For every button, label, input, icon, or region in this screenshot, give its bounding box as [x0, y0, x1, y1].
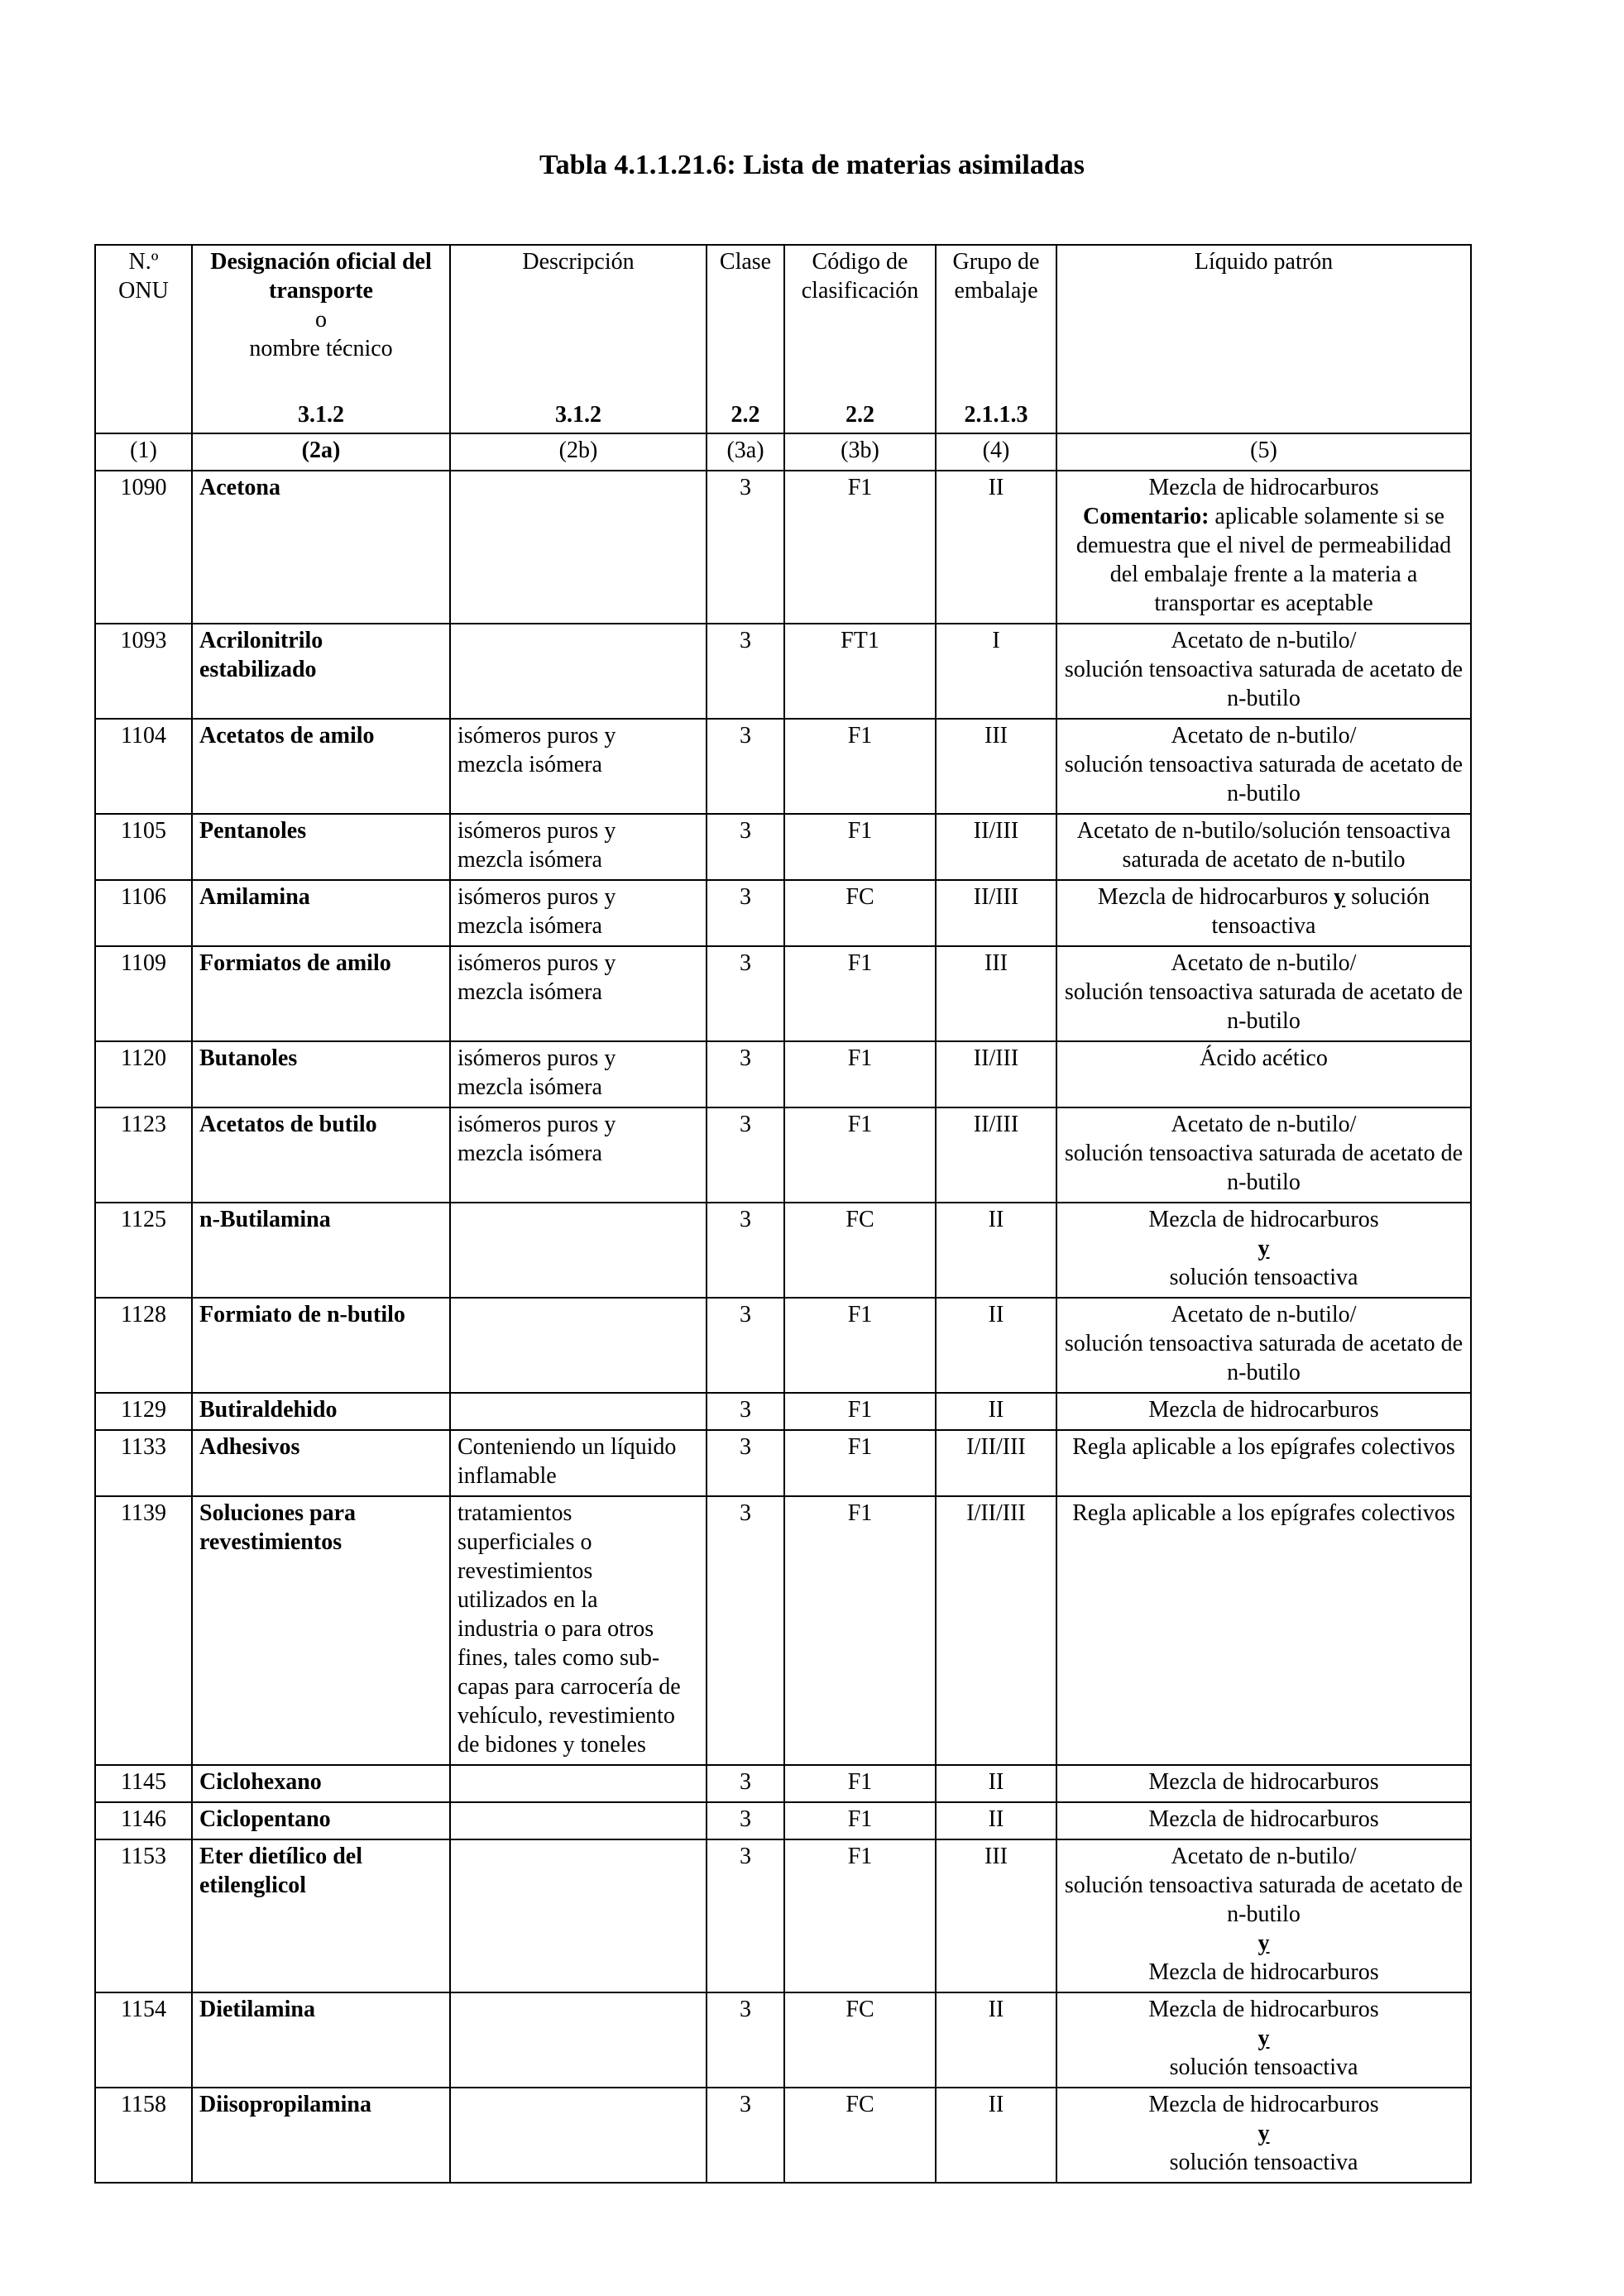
standard-liquid-line: Regla aplicable a los epígrafes colectivos: [1072, 1434, 1455, 1460]
packing-group-cell: II/III: [936, 1107, 1056, 1203]
standard-liquid-cell: [1056, 719, 1471, 814]
designation-line: Formiatos de amilo: [199, 950, 391, 976]
standard-liquid-cell: [1056, 946, 1471, 1041]
classification-code-cell: F1: [784, 1802, 936, 1839]
designation-cell: [192, 880, 450, 946]
classification-code-cell: F1: [784, 946, 936, 1041]
classification-code-cell: FC: [784, 1992, 936, 2088]
class-cell: 3: [707, 1765, 784, 1802]
header-designation: Designación oficial del transporte o nombre técnico 3.1.2: [192, 245, 450, 433]
packing-group-cell: II: [936, 1203, 1056, 1298]
class-cell: 3: [707, 1802, 784, 1839]
designation-cell: [192, 1802, 450, 1839]
conjunction-y: y: [1258, 2121, 1270, 2146]
standard-liquid-cell: [1056, 1765, 1471, 1802]
table-row: [95, 1802, 1471, 1839]
description-cell: [450, 1765, 707, 1802]
header-class: Clase 2.2: [707, 245, 784, 433]
standard-liquid-line: solución tensoactiva: [1169, 1265, 1358, 1290]
un-number-cell: 1129: [95, 1393, 192, 1430]
standard-liquid-cell: [1056, 1802, 1471, 1839]
designation-cell: [192, 1107, 450, 1203]
conjunction-y: y: [1334, 884, 1346, 910]
description-line: tratamientos: [457, 1500, 572, 1526]
standard-liquid-cell: [1056, 624, 1471, 719]
standard-liquid-cell: [1056, 1430, 1471, 1496]
un-number-cell: 1146: [95, 1802, 192, 1839]
column-number-row: [95, 433, 1471, 471]
designation-line: Acetona: [199, 475, 280, 500]
packing-group-cell: III: [936, 946, 1056, 1041]
conjunction-y: y: [1258, 2026, 1270, 2051]
description-cell: [450, 1839, 707, 1992]
packing-group-cell: III: [936, 1839, 1056, 1992]
un-number-cell: 1145: [95, 1765, 192, 1802]
description-cell: [450, 2088, 707, 2183]
table-row: [95, 471, 1471, 624]
designation-line: Butanoles: [199, 1045, 298, 1071]
standard-liquid-cell: [1056, 1203, 1471, 1298]
description-line: revestimientos: [457, 1558, 593, 1584]
description-line: vehículo, revestimiento: [457, 1703, 675, 1729]
standard-liquid-line: Mezcla de hidrocarburos: [1148, 1769, 1379, 1795]
designation-cell: [192, 1203, 450, 1298]
description-line: mezcla isómera: [457, 913, 602, 939]
standard-liquid-line: Acetato de n-butilo/: [1171, 950, 1357, 976]
standard-liquid-line: Mezcla de hidrocarburos y solución tensoactiva: [1097, 884, 1430, 939]
table-row: [95, 1107, 1471, 1203]
un-number-cell: 1139: [95, 1496, 192, 1765]
header-packing-group: Grupo de embalaje 2.1.1.3: [936, 245, 1056, 433]
classification-code-cell: F1: [784, 1107, 936, 1203]
packing-group-cell: II: [936, 1992, 1056, 2088]
packing-group-cell: I/II/III: [936, 1496, 1056, 1765]
description-cell: [450, 1203, 707, 1298]
standard-liquid-cell: [1056, 1393, 1471, 1430]
standard-liquid-line: Mezcla de hidrocarburos: [1148, 1997, 1379, 2022]
standard-liquid-cell: [1056, 1992, 1471, 2088]
standard-liquid-line: [1064, 2119, 1464, 2148]
table-row: [95, 880, 1471, 946]
designation-line: Eter dietílico del: [199, 1844, 362, 1869]
packing-group-cell: II: [936, 1393, 1056, 1430]
standard-liquid-line: [1064, 1929, 1464, 1958]
designation-cell: [192, 1765, 450, 1802]
description-line: isómeros puros y: [457, 884, 616, 910]
standard-liquid-line: Mezcla de hidrocarburos: [1148, 1959, 1379, 1985]
standard-liquid-line: Acetato de n-butilo/: [1171, 1844, 1357, 1869]
standard-liquid-cell: [1056, 814, 1471, 880]
description-line: mezcla isómera: [457, 847, 602, 873]
un-number-cell: 1093: [95, 624, 192, 719]
standard-liquid-line: solución tensoactiva saturada de acetato de n-butilo: [1064, 1873, 1464, 1927]
description-line: de bidones y toneles: [457, 1732, 646, 1758]
classification-code-cell: F1: [784, 1839, 936, 1992]
un-number-cell: 1158: [95, 2088, 192, 2183]
un-number-cell: 1106: [95, 880, 192, 946]
class-cell: 3: [707, 2088, 784, 2183]
designation-cell: [192, 2088, 450, 2183]
table-row: [95, 1203, 1471, 1298]
standard-liquid-line: Mezcla de hidrocarburos: [1148, 1397, 1379, 1423]
standard-liquid-line: Mezcla de hidrocarburos: [1148, 1806, 1379, 1832]
table-row: [95, 1992, 1471, 2088]
designation-line: Pentanoles: [199, 818, 307, 844]
classification-code-cell: F1: [784, 1430, 936, 1496]
packing-group-cell: II/III: [936, 880, 1056, 946]
header-description: Descripción 3.1.2: [450, 245, 707, 433]
header-un-number: N.º ONU: [95, 245, 192, 433]
standard-liquid-cell: [1056, 1041, 1471, 1107]
un-number-cell: 1104: [95, 719, 192, 814]
class-cell: 3: [707, 624, 784, 719]
standard-liquid-cell: [1056, 1298, 1471, 1393]
class-cell: 3: [707, 1496, 784, 1765]
packing-group-cell: II: [936, 2088, 1056, 2183]
classification-code-cell: F1: [784, 719, 936, 814]
standard-liquid-line: solución tensoactiva saturada de acetato de n-butilo: [1064, 1141, 1464, 1195]
table-row: [95, 814, 1471, 880]
table-row: [95, 946, 1471, 1041]
un-number-cell: 1123: [95, 1107, 192, 1203]
standard-liquid-cell: [1056, 1107, 1471, 1203]
designation-line: Amilamina: [199, 884, 310, 910]
designation-line: Dietilamina: [199, 1997, 315, 2022]
class-cell: 3: [707, 1298, 784, 1393]
designation-cell: [192, 946, 450, 1041]
table-body: [95, 471, 1471, 2183]
description-line: mezcla isómera: [457, 1074, 602, 1100]
designation-cell: [192, 1992, 450, 2088]
classification-code-cell: FT1: [784, 624, 936, 719]
description-cell: [450, 1992, 707, 2088]
header-classification-code: Código de clasificación 2.2: [784, 245, 936, 433]
header-designation-ref: 3.1.2: [298, 402, 344, 428]
classification-code-cell: FC: [784, 880, 936, 946]
description-line: utilizados en la: [457, 1587, 598, 1613]
description-cell: [450, 719, 707, 814]
standard-liquid-line: Ácido acético: [1200, 1045, 1328, 1071]
table-row: [95, 1765, 1471, 1802]
designation-line: etilenglicol: [199, 1873, 307, 1898]
designation-line: Ciclopentano: [199, 1806, 331, 1832]
standard-liquid-line: Acetato de n-butilo/solución tensoactiva saturada de acetato de n-butilo: [1076, 818, 1451, 873]
column-number: (3a): [707, 433, 784, 471]
conjunction-y: y: [1258, 1930, 1270, 1956]
standard-liquid-line: solución tensoactiva saturada de acetato de n-butilo: [1064, 1331, 1464, 1385]
table-row: [95, 1496, 1471, 1765]
column-number: (5): [1056, 433, 1471, 471]
class-cell: 3: [707, 1203, 784, 1298]
standard-liquid-line: solución tensoactiva saturada de acetato de n-butilo: [1064, 979, 1464, 1034]
description-cell: [450, 1802, 707, 1839]
standard-liquid-cell: [1056, 880, 1471, 946]
description-line: mezcla isómera: [457, 979, 602, 1005]
standard-liquid-line: Mezcla de hidrocarburos: [1148, 1207, 1379, 1232]
class-cell: 3: [707, 1839, 784, 1992]
designation-cell: [192, 1839, 450, 1992]
packing-group-cell: II: [936, 1298, 1056, 1393]
column-number: (1): [95, 433, 192, 471]
standard-liquid-line: [1064, 2024, 1464, 2053]
table-row: [95, 1298, 1471, 1393]
packing-group-cell: II: [936, 1765, 1056, 1802]
description-line: industria o para otros: [457, 1616, 654, 1642]
description-line: fines, tales como sub-: [457, 1645, 660, 1671]
description-cell: [450, 1298, 707, 1393]
classification-code-cell: FC: [784, 1203, 936, 1298]
header-code-ref: 2.2: [846, 402, 874, 428]
standard-liquid-cell: [1056, 1496, 1471, 1765]
header-class-ref: 2.2: [731, 402, 760, 428]
table-row: [95, 2088, 1471, 2183]
designation-line: Adhesivos: [199, 1434, 300, 1460]
standard-liquid-cell: [1056, 471, 1471, 624]
column-number: (4): [936, 433, 1056, 471]
class-cell: 3: [707, 1430, 784, 1496]
description-line: mezcla isómera: [457, 1141, 602, 1166]
standard-liquid-line: Acetato de n-butilo/: [1171, 723, 1357, 749]
designation-cell: [192, 1041, 450, 1107]
description-line: capas para carrocería de: [457, 1674, 681, 1700]
designation-cell: [192, 471, 450, 624]
description-cell: [450, 471, 707, 624]
description-line: superficiales o: [457, 1529, 592, 1555]
class-cell: 3: [707, 880, 784, 946]
designation-line: Soluciones para: [199, 1500, 357, 1526]
column-number: (2b): [450, 433, 707, 471]
un-number-cell: 1090: [95, 471, 192, 624]
designation-line: Ciclohexano: [199, 1769, 322, 1795]
description-cell: [450, 814, 707, 880]
packing-group-cell: II: [936, 471, 1056, 624]
designation-line: Formiato de n-butilo: [199, 1302, 405, 1327]
un-number-cell: 1133: [95, 1430, 192, 1496]
standard-liquid-line: Mezcla de hidrocarburos: [1148, 2092, 1379, 2117]
description-line: inflamable: [457, 1463, 557, 1489]
packing-group-cell: II/III: [936, 1041, 1056, 1107]
un-number-cell: 1128: [95, 1298, 192, 1393]
designation-line: Diisopropilamina: [199, 2092, 371, 2117]
description-line: isómeros puros y: [457, 1045, 616, 1071]
class-cell: 3: [707, 1041, 784, 1107]
classification-code-cell: F1: [784, 1496, 936, 1765]
designation-cell: [192, 1496, 450, 1765]
designation-line: Butiraldehido: [199, 1397, 338, 1423]
un-number-cell: 1109: [95, 946, 192, 1041]
packing-group-cell: I: [936, 624, 1056, 719]
designation-cell: [192, 719, 450, 814]
designation-cell: [192, 1393, 450, 1430]
packing-group-cell: III: [936, 719, 1056, 814]
comment-label: Comentario:: [1083, 504, 1210, 529]
packing-group-cell: II/III: [936, 814, 1056, 880]
designation-cell: [192, 624, 450, 719]
classification-code-cell: F1: [784, 471, 936, 624]
description-cell: [450, 1393, 707, 1430]
standard-liquid-cell: [1056, 1839, 1471, 1992]
designation-line: revestimientos: [199, 1529, 343, 1555]
table-row: [95, 1041, 1471, 1107]
table-row: [95, 624, 1471, 719]
standard-liquid-cell: [1056, 2088, 1471, 2183]
table-row: [95, 719, 1471, 814]
standard-liquid-line: Regla aplicable a los epígrafes colectivos: [1072, 1500, 1455, 1526]
classification-code-cell: F1: [784, 1765, 936, 1802]
description-cell: [450, 624, 707, 719]
description-line: isómeros puros y: [457, 723, 616, 749]
standard-liquid-line: Acetato de n-butilo/: [1171, 1302, 1357, 1327]
description-cell: [450, 880, 707, 946]
description-cell: [450, 1041, 707, 1107]
standard-liquid-line: Comentario: aplicable solamente si se demuestra que el nivel de permeabilidad del embalaje frente a la materia a transportar es aceptable: [1075, 504, 1452, 616]
column-number: (2a): [192, 433, 450, 471]
class-cell: 3: [707, 1992, 784, 2088]
classification-code-cell: FC: [784, 2088, 936, 2183]
standard-liquid-line: solución tensoactiva saturada de acetato de n-butilo: [1064, 752, 1464, 806]
designation-line: Acrilonitrilo: [199, 628, 323, 653]
standard-liquid-line: [1064, 1234, 1464, 1263]
packing-group-cell: I/II/III: [936, 1430, 1056, 1496]
table-row: [95, 1430, 1471, 1496]
standard-liquid-line: Acetato de n-butilo/: [1171, 628, 1357, 653]
description-cell: [450, 946, 707, 1041]
standard-liquid-line: solución tensoactiva: [1169, 2054, 1358, 2080]
description-cell: [450, 1430, 707, 1496]
un-number-cell: 1125: [95, 1203, 192, 1298]
designation-cell: [192, 1430, 450, 1496]
standard-liquid-line: Acetato de n-butilo/: [1171, 1112, 1357, 1137]
description-line: isómeros puros y: [457, 950, 616, 976]
class-cell: 3: [707, 1107, 784, 1203]
packing-group-cell: II: [936, 1802, 1056, 1839]
description-line: Conteniendo un líquido: [457, 1434, 677, 1460]
description-line: isómeros puros y: [457, 1112, 616, 1137]
materials-table: [94, 244, 1472, 2184]
classification-code-cell: F1: [784, 814, 936, 880]
standard-liquid-line: solución tensoactiva: [1169, 2150, 1358, 2175]
un-number-cell: 1120: [95, 1041, 192, 1107]
header-group-ref: 2.1.1.3: [964, 402, 1028, 428]
class-cell: 3: [707, 471, 784, 624]
table-header-row: [95, 245, 1471, 433]
designation-line: estabilizado: [199, 657, 317, 682]
class-cell: 3: [707, 946, 784, 1041]
page-title: Tabla 4.1.1.21.6: Lista de materias asimiladas: [539, 150, 1085, 180]
header-description-ref: 3.1.2: [555, 402, 601, 428]
conjunction-y: y: [1258, 1236, 1270, 1261]
class-cell: 3: [707, 1393, 784, 1430]
un-number-cell: 1153: [95, 1839, 192, 1992]
table-row: [95, 1839, 1471, 1992]
designation-cell: [192, 814, 450, 880]
classification-code-cell: F1: [784, 1393, 936, 1430]
un-number-cell: 1105: [95, 814, 192, 880]
designation-cell: [192, 1298, 450, 1393]
classification-code-cell: F1: [784, 1041, 936, 1107]
designation-line: Acetatos de butilo: [199, 1112, 377, 1137]
class-cell: 3: [707, 719, 784, 814]
table-row: [95, 1393, 1471, 1430]
description-line: mezcla isómera: [457, 752, 602, 777]
designation-line: Acetatos de amilo: [199, 723, 375, 749]
class-cell: 3: [707, 814, 784, 880]
description-cell: [450, 1496, 707, 1765]
un-number-cell: 1154: [95, 1992, 192, 2088]
standard-liquid-line: Mezcla de hidrocarburos: [1148, 475, 1379, 500]
description-cell: [450, 1107, 707, 1203]
standard-liquid-line: solución tensoactiva saturada de acetato de n-butilo: [1064, 657, 1464, 711]
column-number: (3b): [784, 433, 936, 471]
classification-code-cell: F1: [784, 1298, 936, 1393]
designation-line: n-Butilamina: [199, 1207, 331, 1232]
description-line: isómeros puros y: [457, 818, 616, 844]
header-standard-liquid: Líquido patrón: [1056, 245, 1471, 433]
